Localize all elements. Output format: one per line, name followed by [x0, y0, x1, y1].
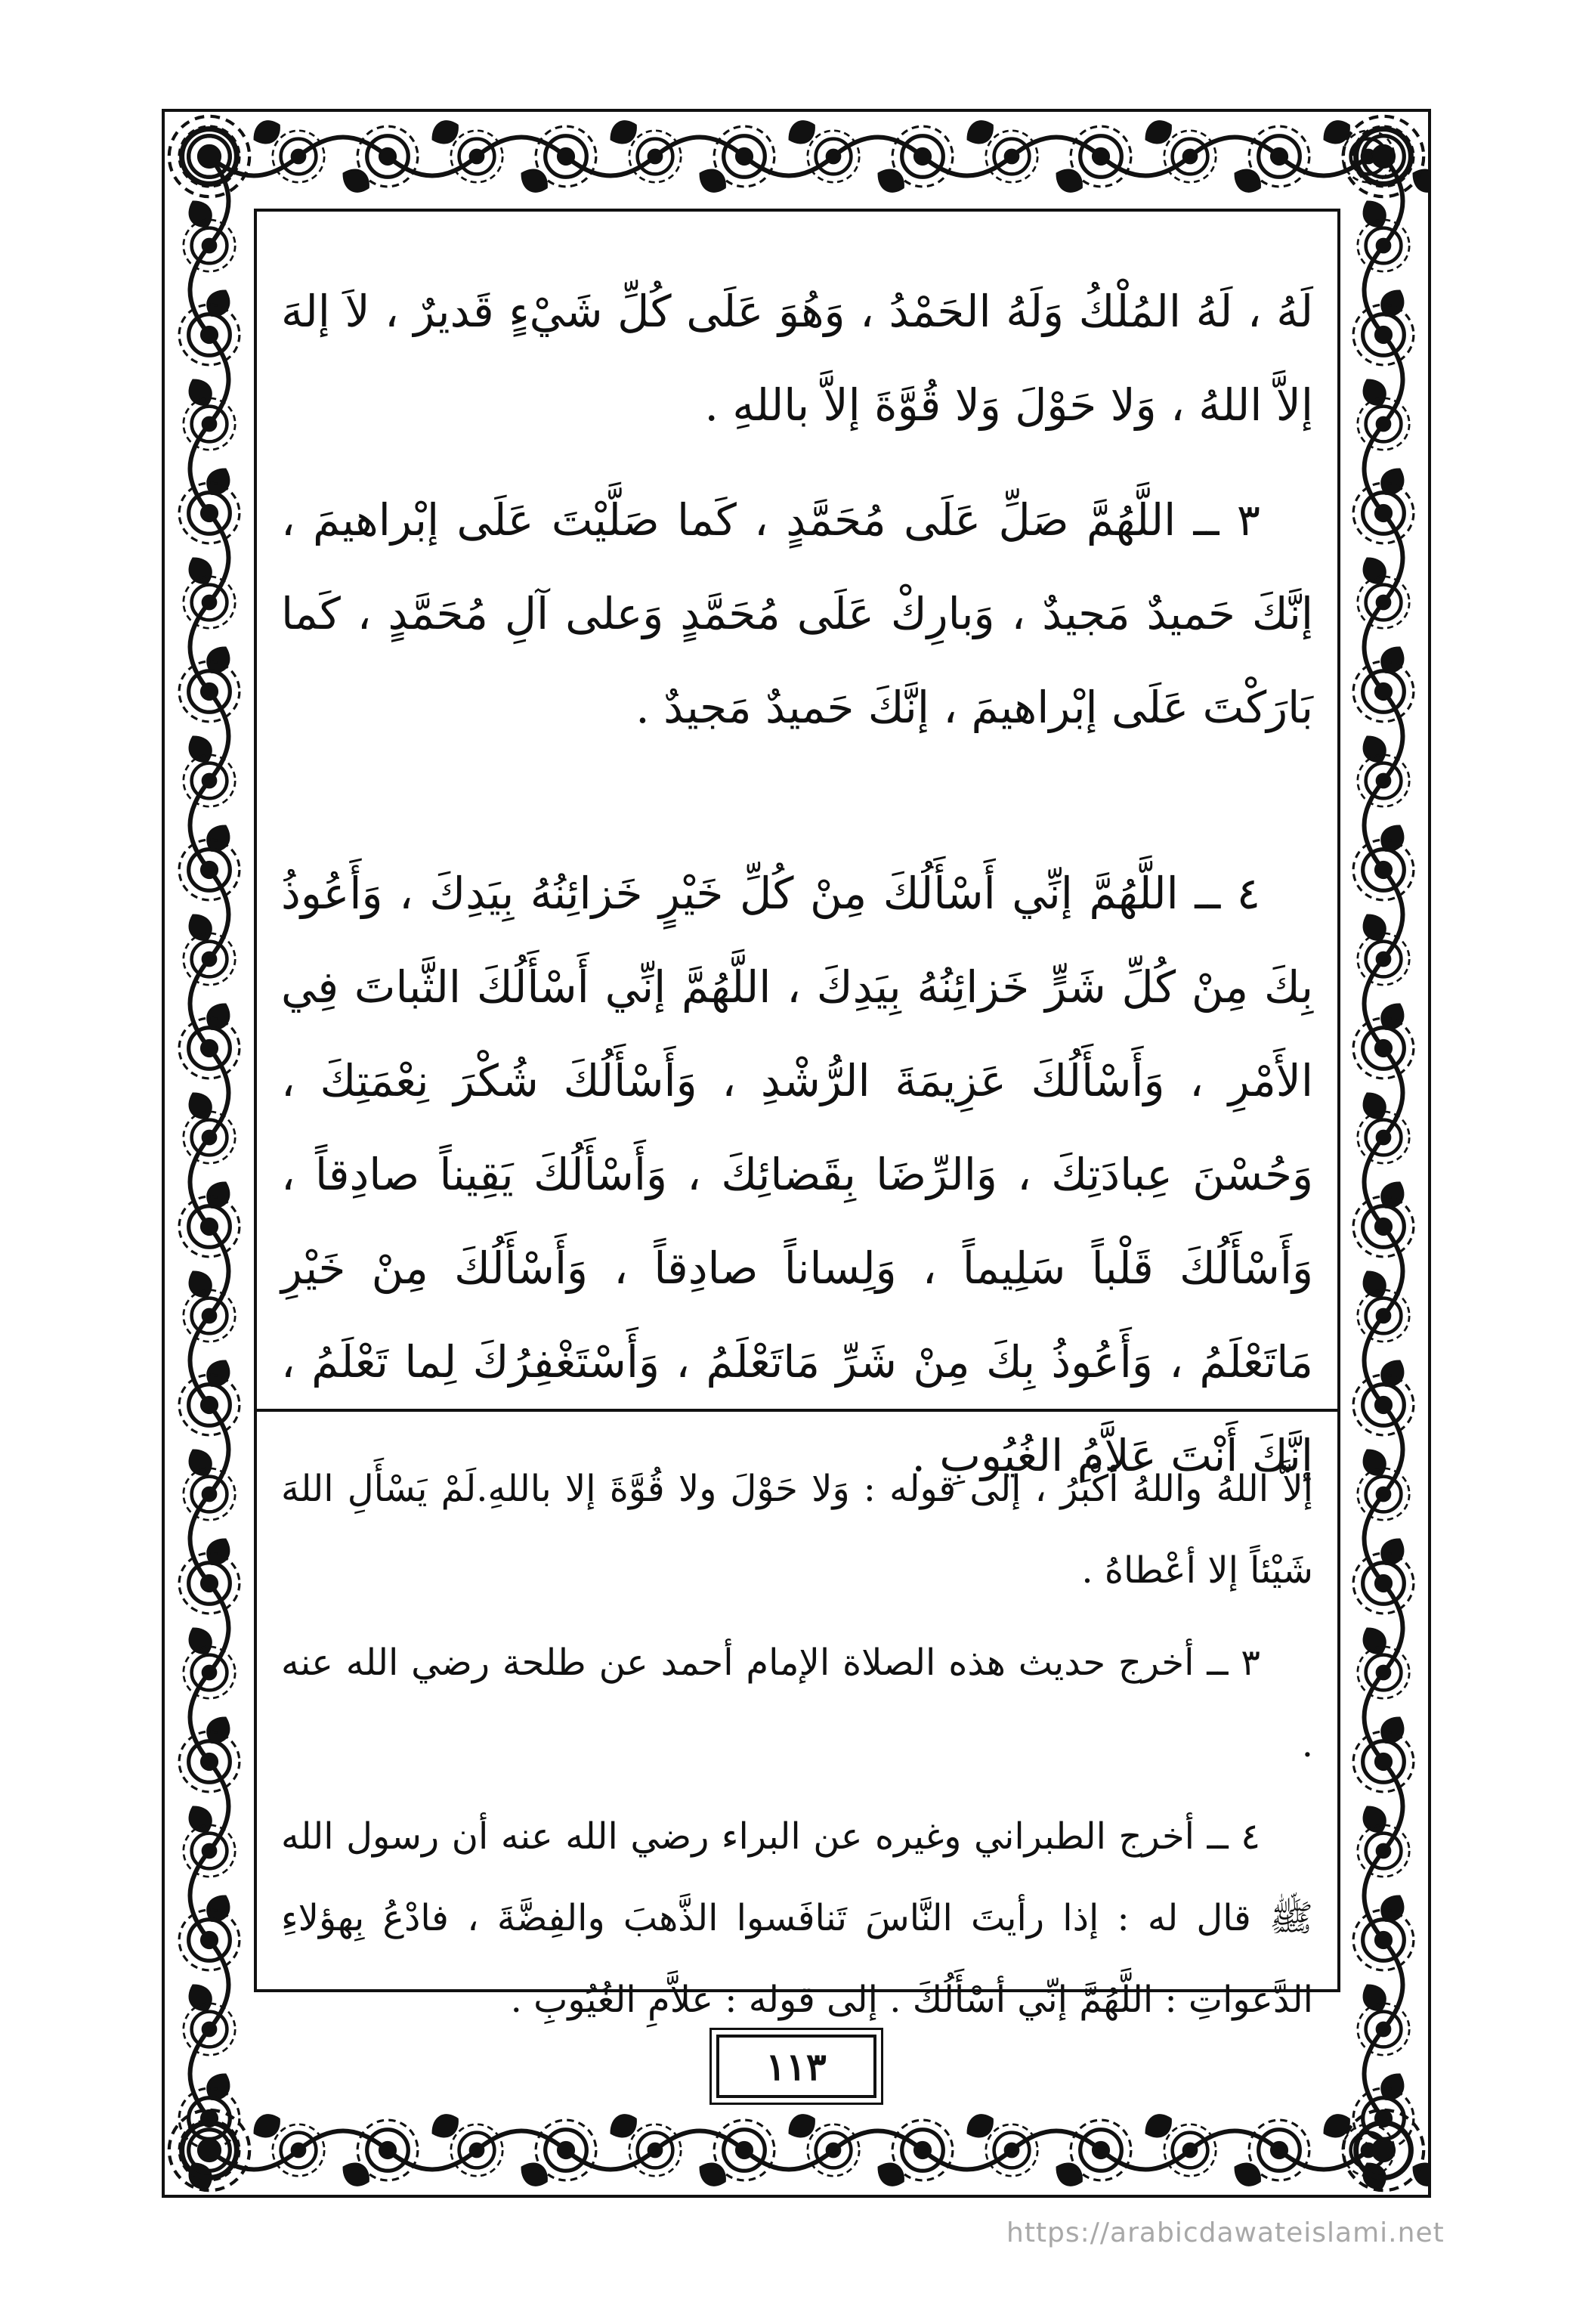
flower-icon	[179, 1018, 240, 1078]
main-text-block	[281, 265, 1313, 1524]
flower-icon	[184, 1112, 235, 1163]
flower-icon	[1164, 2124, 1216, 2176]
flower-icon	[986, 2124, 1037, 2176]
flower-icon	[1353, 305, 1414, 365]
flower-icon	[179, 483, 240, 543]
flower-icon	[1164, 131, 1216, 182]
corner-flower-icon	[1343, 116, 1424, 197]
leaf-icon	[962, 2109, 999, 2143]
flower-icon	[1358, 1825, 1409, 1877]
corner-flower-icon	[169, 116, 249, 197]
flower-icon	[451, 2124, 502, 2176]
flower-icon	[1358, 1647, 1409, 1698]
flower-icon	[629, 2124, 681, 2176]
flower-icon	[1358, 1468, 1409, 1520]
flower-icon	[1353, 1553, 1414, 1614]
flower-icon	[179, 1553, 240, 1614]
text-panel	[254, 209, 1340, 2021]
leaf-icon	[962, 115, 999, 150]
flower-icon	[808, 131, 859, 182]
main-paragraph-1: لَهُ ، لَهُ المُلْكُ وَلَهُ الحَمْدُ ، وَهُوَ عَلَى كُلِّ شَيْءٍ قَديرٌ ، لاَ إلهَ إلاَّ اللهُ ، وَلا حَوْلَ وَلا قُوَّةَ إلاَّ باللهِ .	[281, 286, 1313, 431]
flower-icon	[184, 1647, 235, 1698]
flower-icon	[1358, 577, 1409, 628]
corner-flower-icon	[1343, 2110, 1424, 2190]
footnotes-block	[281, 1448, 1313, 2051]
flower-icon	[1353, 661, 1414, 722]
flower-icon	[1358, 1290, 1409, 1341]
flower-icon	[1358, 1112, 1409, 1163]
leaf-icon	[1140, 115, 1177, 150]
flower-icon	[1353, 1196, 1414, 1257]
flower-icon	[184, 2004, 235, 2055]
flower-icon	[1353, 1731, 1414, 1792]
leaf-icon	[249, 2109, 286, 2143]
footnote-3: ٤ ــ أخرج الطبراني وغيره عن البراء رضي الله عنه أن رسول الله ﷺ قال له : إذا رأيتَ النَّاسَ تَنافَسوا الذَّهبَ والفِضَّةَ ، فادْعُ بِهؤلاءِ الدَّعواتِ : اللَّهُمَّ إنِّي أسْأَلُكَ . إلى قوله : علاَّمِ الغُيُوبِ .	[281, 1815, 1313, 2021]
flower-icon	[273, 2124, 324, 2176]
flower-icon	[179, 1375, 240, 1435]
flower-icon	[184, 1290, 235, 1341]
flower-icon	[179, 1910, 240, 1970]
flower-icon	[184, 755, 235, 806]
flower-icon	[1358, 220, 1409, 271]
flower-icon	[179, 305, 240, 365]
flower-icon	[179, 1196, 240, 1257]
leaf-icon	[784, 2109, 821, 2143]
flower-icon	[179, 661, 240, 722]
footnote-divider	[257, 1409, 1337, 1412]
flower-icon	[184, 1825, 235, 1877]
leaf-icon	[249, 115, 286, 150]
flower-icon	[184, 577, 235, 628]
flower-icon	[184, 398, 235, 450]
leaf-icon	[1140, 2109, 1177, 2143]
flower-icon	[184, 220, 235, 271]
flower-icon	[1358, 398, 1409, 450]
corner-flower-icon	[169, 2110, 249, 2190]
flower-icon	[1358, 755, 1409, 806]
flower-icon	[179, 840, 240, 900]
main-paragraph-3: ٤ ــ اللَّهُمَّ إنِّي أَسْأَلُكَ مِنْ كُلِّ خَيْرٍ خَزائِنُهُ بِيَدِكَ ، وَأَعُوذُ بِكَ مِنْ كُلِّ شَرٍّ خَزائِنُهُ بِيَدِكَ ، اللَّهُمَّ إنِّي أَسْأَلُكَ الثَّباتَ فِي الأَمْرِ ، وَأَسْأَلُكَ عَزِيمَةَ الرُّشْدِ ، وَأَسْأَلُكَ شُكْرَ نِعْمَتِكَ ، وَحُسْنَ عِبادَتِكَ ، وَالرِّضَا بِقَضائِكَ ، وَأَسْأَلُكَ يَقِيناً صادِقاً ، وَأَسْأَلُكَ قَلْباً سَلِيماً ، وَلِساناً صادِقاً ، وَأَسْأَلُكَ مِنْ خَيْرِ مَاتَعْلَمُ ، وَأَعُوذُ بِكَ مِنْ شَرِّ مَاتَعْلَمُ ، وَأَسْتَغْفِرُكَ لِما تَعْلَمُ ، إنَّكَ أَنْتَ عَلاَّمُ الغُيُوبِ .	[281, 868, 1313, 1481]
flower-icon	[808, 2124, 859, 2176]
flower-icon	[629, 131, 681, 182]
source-watermark: https://arabicdawateislami.net	[1006, 2217, 1445, 2248]
flower-icon	[1358, 933, 1409, 985]
flower-icon	[184, 1468, 235, 1520]
main-paragraph-2: ٣ ــ اللَّهُمَّ صَلِّ عَلَى مُحَمَّدٍ ، كَما صَلَّيْتَ عَلَى إبْراهيمَ ، إنَّكَ حَميدٌ مَجيدٌ ، وَبارِكْ عَلَى مُحَمَّدٍ وَعلى آلِ مُحَمَّدٍ ، كَما بَارَكْتَ عَلَى إبْراهيمَ ، إنَّكَ حَميدٌ مَجيدٌ .	[281, 494, 1313, 733]
flower-icon	[1353, 483, 1414, 543]
footnote-2: ٣ ــ أخرج حديث هذه الصلاة الإمام أحمد عن طلحة رضي الله عنه .	[281, 1642, 1313, 1765]
flower-icon	[273, 131, 324, 182]
leaf-icon	[427, 115, 464, 150]
flower-icon	[1353, 840, 1414, 900]
flower-icon	[986, 131, 1037, 182]
flower-icon	[451, 131, 502, 182]
leaf-icon	[784, 115, 821, 150]
flower-icon	[1353, 1018, 1414, 1078]
leaf-icon	[605, 2109, 642, 2143]
footnote-1: إلاَّ اللهُ واللهُ أكْبَرُ ، إلى قوله : وَلا حَوْلَ ولا قُوَّةَ إلا باللهِ.لَمْ يَسْأَلِ اللهَ شَيْئاً إلا أعْطاهُ .	[281, 1468, 1314, 1592]
flower-icon	[184, 933, 235, 985]
flower-icon	[1358, 2004, 1409, 2055]
flower-icon	[179, 1731, 240, 1792]
flower-icon	[1353, 1375, 1414, 1435]
leaf-icon	[605, 115, 642, 150]
flower-icon	[1353, 1910, 1414, 1970]
page-number: ١١٣	[716, 2035, 876, 2098]
leaf-icon	[427, 2109, 464, 2143]
